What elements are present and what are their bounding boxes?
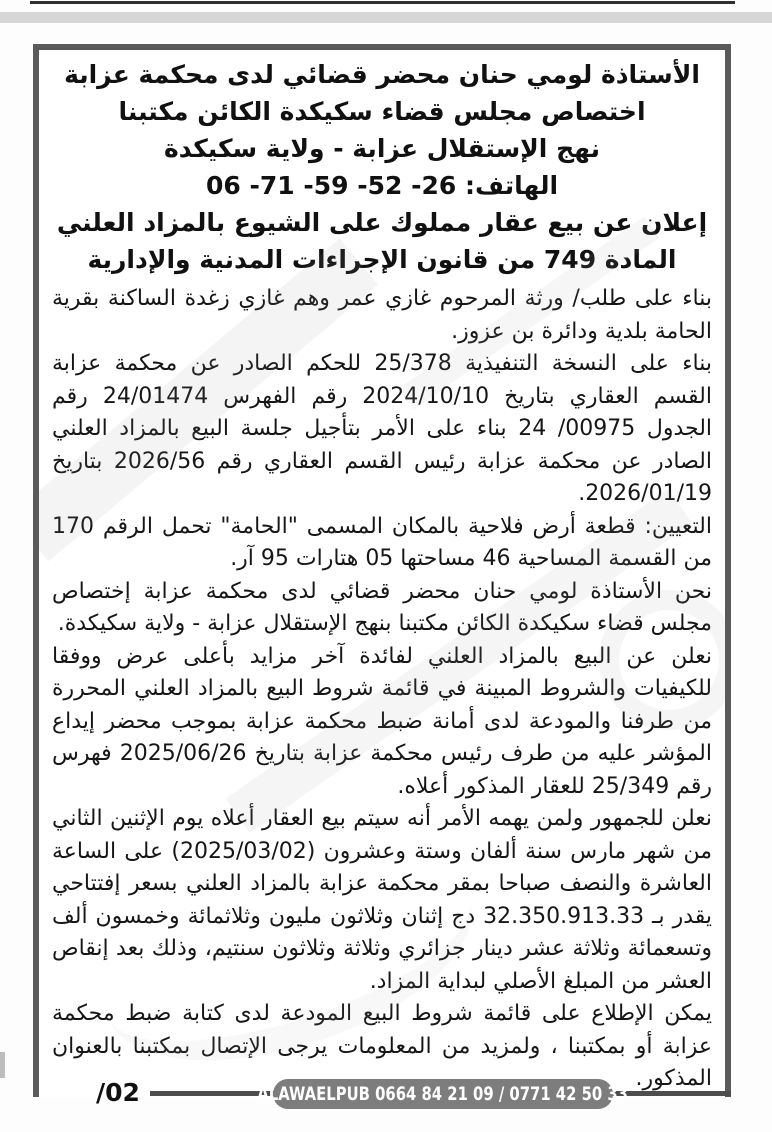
notice-paragraph: يمكن الإطلاع على قائمة شروط البيع المودعة لدى كتابة ضبط محكمة عزابة أو بمكتبنا ، ولمزيد من المعلومات يرجى الإتصال بمكتبنا بالعنوان المذكور. xyxy=(52,1001,712,1091)
notice-subtitle: المادة 749 من قانون الإجراءات المدنية والإدارية xyxy=(87,245,677,274)
notice-body xyxy=(52,283,712,1096)
notice-paragraph: بناء على طلب/ ورثة المرحوم غازي عمر وهم غازي زغدة الساكنة بقرية الحامة بلدية ودائرة بن عزوز. xyxy=(52,286,712,344)
scan-artifact-band xyxy=(0,12,772,23)
publisher-banner xyxy=(257,1079,629,1109)
notice-paragraph: نعلن للجمهور ولمن يهمه الأمر أنه سيتم بيع العقار أعلاه يوم الإثنين الثاني من شهر مارس سنة ألفان وستة وعشرون (2025/03/02) على الساعة العاشرة والنصف صباحا بمقر محكمة عزابة بالمزاد العلني بسعر إفتتاحي يقدر بـ 32.350.913.33 دج إثنان وثلاثون مليون وثلاثمائة وخمسون ألف وتسعمائة وثلاثة عشر دينار جزائري وثلاثة وثلاثون سنتيم، وذلك بعد إنقاص العشر من المبلغ الأصلي لبداية المزاد. xyxy=(52,806,713,994)
phone-line: الهاتف: 26- 52- 59- 71- 06 xyxy=(205,171,559,200)
scan-artifact-edge-mark xyxy=(0,1052,5,1078)
address-line: نهج الإستقلال عزابة - ولاية سكيكدة xyxy=(164,134,600,163)
scan-artifact-line xyxy=(30,1,735,4)
notice-paragraph: نحن الأستاذة لومي حنان محضر قضائي لدى محكمة عزابة إختصاص مجلس قضاء سكيكدة الكائن مكتبنا بنهج الإستقلال عزابة - ولاية سكيكدة. xyxy=(52,578,712,636)
bailiff-office-line: الأستاذة لومي حنان محضر قضائي لدى محكمة عزابة xyxy=(64,60,700,89)
legal-notice-box xyxy=(33,44,731,1097)
notice-title: إعلان عن بيع عقار مملوك على الشيوع بالمزاد العلني xyxy=(56,208,708,237)
notice-paragraph: التعيين: قطعة أرض فلاحية بالمكان المسمى "الحامة" تحمل الرقم 170 من القسمة المساحية 46 مساحتها 05 هتارات 95 آر. xyxy=(52,513,712,571)
notice-paragraph: نعلن عن البيع بالمزاد العلني لفائدة آخر مزايد بأعلى عرض ووفقا للكيفيات والشروط المبينة في قائمة شروط البيع بالمزاد العلني المحررة من طرفنا والمودعة لدى أمانة ضبط محكمة عزابة بموجب محضر إيداع المؤشر عليه من طرف رئيس محكمة عزابة بتاريخ 2025/06/26 فهرس رقم 25/349 للعقار المذكور أعلاه. xyxy=(52,643,712,799)
footer-page-number: /02 xyxy=(96,1078,140,1107)
notice-header xyxy=(52,56,712,278)
notice-paragraph: بناء على النسخة التنفيذية 25/378 للحكم الصادر عن محكمة عزابة القسم العقاري بتاريخ 2024/10/10 رقم الفهرس 24/01474 رقم الجدول 00975/ 24 بناء على الأمر بتأجيل جلسة البيع بالمزاد العلني الصادر عن محكمة عزابة رئيس القسم العقاري رقم 2026/56 بتاريخ 2026/01/19. xyxy=(52,351,713,506)
publisher-banner-label: ALAWAELPUB 0664 84 21 09 / 0771 42 50 33 xyxy=(257,1083,629,1105)
jurisdiction-line: اختصاص مجلس قضاء سكيكدة الكائن مكتبنا xyxy=(118,97,646,126)
